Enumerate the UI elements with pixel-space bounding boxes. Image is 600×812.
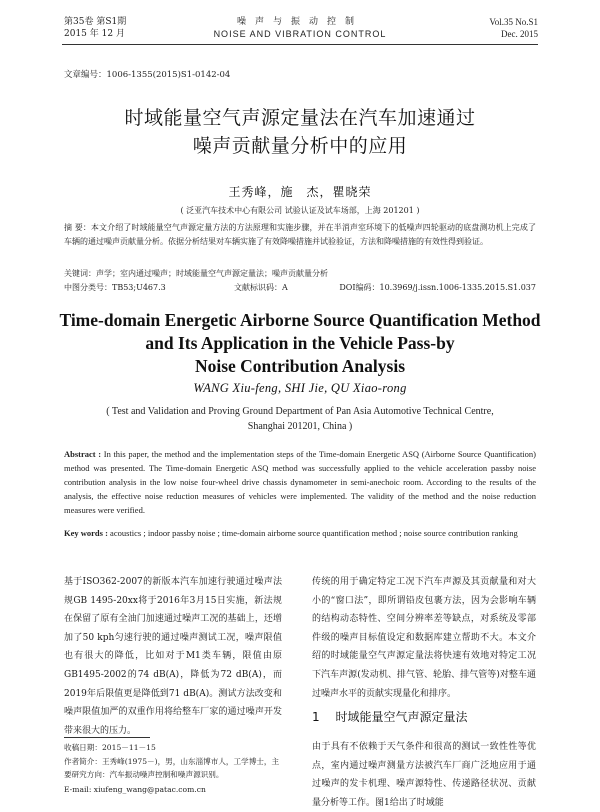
english-affiliation (0, 404, 600, 434)
header-date-cn: 2015 年 12 月 (64, 29, 125, 39)
doi: DOI编码：10.3969/j.issn.1006-1335.2015.S1.037 (339, 283, 536, 292)
journal-name-en: NOISE AND VIBRATION CONTROL (213, 29, 387, 39)
abstract-label: Abstract : (64, 449, 102, 459)
chinese-affiliation: ( 泛亚汽车技术中心有限公司 试验认证及试车场部，上海 201201 ) (180, 206, 420, 215)
chinese-title-line-2: 噪声贡献量分析中的应用 (192, 135, 408, 157)
english-title-line-3: Noise Contribution Analysis (194, 356, 406, 376)
english-title-line-1: Time-domain Energetic Airborne Source Quantification Method (59, 310, 541, 330)
chinese-title-line-1: 时域能量空气声源定量法在汽车加速通过 (124, 107, 476, 129)
english-authors: WANG Xiu-feng, SHI Jie, QU Xiao-rong (193, 381, 407, 395)
section-title: 时域能量空气声源定量法 (335, 710, 468, 724)
chinese-abstract: 摘 要：本文介绍了时域能量空气声源定量方法的方法原理和实施步骤，并在半消声室环境下的低噪声四轮驱动的底盘测功机上完成了车辆的通过噪声贡献量分析。依据分析结果对车辆实施了有效降噪措施并试验验证，方法和降噪措施的有效性得到验证。 (64, 223, 536, 246)
running-header (0, 14, 600, 50)
journal-name-cn: 噪声与振动控制 (236, 17, 363, 27)
english-abstract (64, 447, 536, 517)
header-right (489, 16, 538, 40)
footnote-author-bio: 作者简介：王秀峰(1975－)，男，山东淄博市人，工学博士，主要研究方向：汽车振动噪声控制和噪声源识别。 (64, 757, 280, 779)
english-keywords (64, 526, 536, 540)
article-number: 文章编号：1006-1355(2015)S1-0142-04 (64, 70, 231, 80)
footnote-email: E-mail: xiufeng_wang@patac.com.cn (64, 785, 206, 794)
abstract-text: In this paper, the method and the implementation steps of the Time-domain Energetic ASQ (Airborne Source Quantification) method was presented. The Time-domain Energetic ASQ method was successfully applied to the vehicle acceleration passby noise contribution analysis in the low noise four-wheel drive chassis dynamometer in semi-anechoic room. According to the results of the analysis, the effective noise reduction measures of vehicles were implemented. The validity of the method and the noise reduction measures were verified. (64, 449, 536, 515)
header-rule (62, 44, 538, 45)
header-volume-issue-en: Vol.35 No.S1 (489, 17, 538, 27)
section-number: 1 (312, 710, 320, 724)
english-title-line-2: and Its Application in the Vehicle Pass-by (145, 333, 455, 353)
keywords-text: acoustics ; indoor passby noise ; time-domain airborne source quantification method ; noise source contribution ranking (110, 528, 518, 538)
document-code: 文献标识码：A (234, 283, 288, 292)
section-body: 由于具有不依赖于天气条件和很高的测试一致性性等优点，室内通过噪声测量方法被汽车厂商广泛地应用于通过噪声的发卡机理、噪声源特性、传递路径状况、贡献量分析等工作。图1给出了时域能 (312, 742, 536, 808)
header-date-en: Dec. 2015 (501, 29, 538, 39)
section-heading (312, 708, 536, 725)
footnote-received: 收稿日期：2015－11－15 (64, 743, 156, 752)
body-left-column: 基于ISO362-2007的新版本汽车加速行驶通过噪声法规GB 1495-20xx将于2016年3月15日实施，新法规在保留了原有全油门加速通过噪声工况的基础上，还增加了50 kph匀速行驶的通过噪声测试工况，噪声限值也有很大的降低，比如对于M1类车辆，限值由原GB1495-2002的74 dB(A)，降低为72 dB(A)，而2019年后限值更是降低到71 dB(A)。测试方法改变和噪声限值加严的双重作用将给整车厂家的通过噪声开发带来很大的压力。 (64, 577, 282, 736)
english-affiliation-line-2: Shanghai 201201, China ) (247, 421, 353, 432)
chinese-authors: 王秀峰，施 杰，瞿晓荣 (228, 185, 372, 199)
english-affiliation-line-1: ( Test and Validation and Proving Ground Department of Pan Asia Automotive Technical Centre, (106, 406, 494, 417)
header-volume-issue-cn: 第35卷 第S1期 (64, 17, 127, 27)
keywords-label: Key words : (64, 528, 108, 538)
clc-number: 中图分类号：TB53;U467.3 (64, 283, 166, 292)
footnote-rule (64, 737, 150, 738)
body-right-column: 传统的用于确定特定工况下汽车声源及其贡献量和对大小的“窗口法”，即所谓铅皮包裹方法，因为会影响车辆的结构动态特性、空间分辨率差等缺点，对系统及零部件级的噪声目标值设定和数据库建立帮助不大。本文介绍的时域能量空气声源定量法将快速有效地对特定工况下汽车声源(发动机、排气管、轮胎、排气管等)对整车通过噪声水平的贡献实现量化和排序。 (312, 577, 536, 699)
english-title (0, 309, 600, 378)
chinese-title (0, 104, 600, 160)
chinese-keywords: 关键词：声学；室内通过噪声；时域能量空气声源定量法；噪声贡献量分析 (64, 269, 328, 278)
